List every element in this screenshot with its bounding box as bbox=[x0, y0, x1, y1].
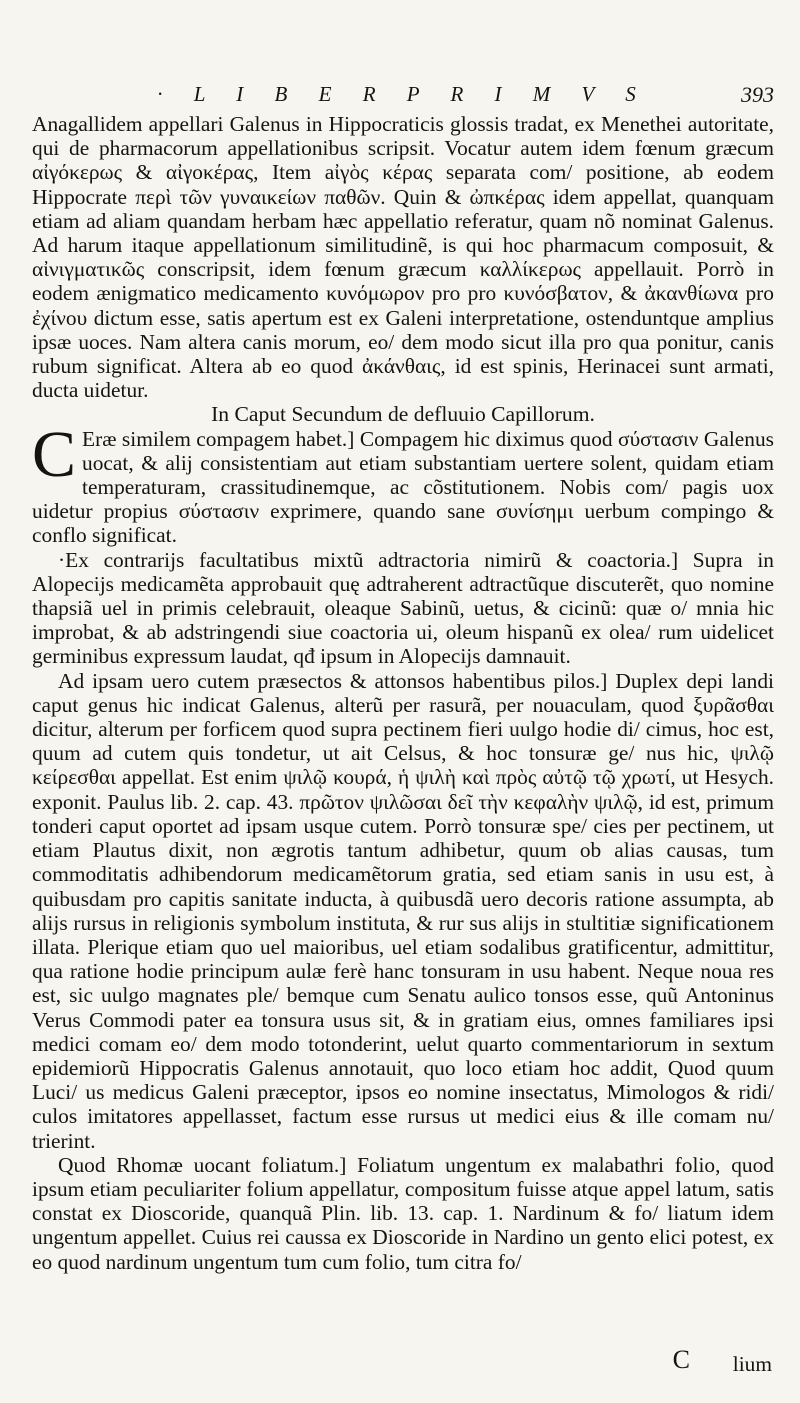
catchword: lium bbox=[732, 1352, 772, 1376]
paragraph-compagem bbox=[32, 417, 774, 548]
page-number: 393 bbox=[741, 82, 774, 107]
paragraph-foliatum: Quod Rhomæ uocant foliatum.] Foliatum ungentum ex malabathri folio, quod ipsum etiam peculiariter folium appellatur, compositum fuisse atque appel latum, satis constat ex Dioscoride, quanquã Plin. lib. 13. cap. 1. Nardinum & fo/ liatum idem ungentum appellet. Cuius rei caussa ex Dioscoride in Nardino un gento elici potest, ex eo quod nardinum ungentum tum cum folio, tum citra fo/ bbox=[32, 1152, 774, 1274]
drop-cap: C bbox=[32, 417, 77, 491]
paragraph-compagem-text: Eræ similem compagem habet.] Compagem hic diximus quod σύστασιν Galenus uocat, & alij consistentiam aut etiam substantiam uertere solent, quidam etiam temperaturam, crassitudinemque, ac cõstitutionem. Nobis com/ pagis uox uidetur propius σύστασιν exprimere, quando sane συνίσημι uerbum compingo & conflo significat. bbox=[32, 426, 774, 548]
paragraph-tonsura: Ad ipsam uero cutem præsectos & attonsos habentibus pilos.] Duplex depi landi caput genus hic indicat Galenus, alterũ per rasurã, per nouaculam, quod ξυρᾶσθαι dicitur, alterum per forficem quod supra pectinem fieri uulgo hodie di/ cimus, hoc est, quum ad cutem quis tondetur, ut ait Celsus, & hoc tonsuræ ge/ nus hic, ψιλῷ κείρεσθαι appellat. Est enim ψιλῷ κουρά, ἡ ψιλὴ καὶ πρὸς αὐτῷ τῷ χρωτί, ut Hesych. exponit. Paulus lib. 2. cap. 43. πρῶτον ψιλῶσαι δεῖ τὴν κεφαλὴν ψιλῷ, id est, primum tonderi caput oportet ad ipsam usque cutem. Porrò tonsuræ spe/ cies per pectinem, ut etiam Plautus dixit, non ægrotis tantum adhibetur, quum ob alias causas, tum commoditatis adhibendorum medicamẽtorum gratia, sed etiam sanis in usu est, à quibusdam pro capitis sanitate inducta, à quibusdã uero decoris ratione assumpta, ab alijs rursus in religionis symbolum instituta, & rur sus alijs in stultitiæ significationem illata. Plerique etiam quo uel maioribus, uel etiam sodalibus gratificentur, admittitur, qua ratione hodie principum aulæ ferè hanc tonsuram in usu habent. Neque noua res est, sic uulgo magnates ple/ bemque cum Senatu aulico tonsos esse, quũ Antoninus Verus Commodi pater ea tonsura usus sit, & in gratiam eius, omnes familiares ipsi medici comam eo/ dem modo totonderint, uelut quarto commentariorum in sextum epidemiorũ Hippocratis Galenus annotauit, quo loco etiam hoc addit, Quod quum Luci/ us medicus Galeni præceptor, ipsos eo nomine insectatus, Mimologos & ridi/ culos imitatores appellasset, factum esse rursus ut medici eius & ille comam nu/ trierint. bbox=[32, 668, 774, 1153]
paragraph-anagallis: Anagallidem appellari Galenus in Hippocraticis glossis tradat, ex Menethei autoritate, qui de pharmacorum appellationibus scripsit. Vocatur autem idem fœnum græcum αἰγόκερως & αἰγοκέρας, Item aἰγὸς κέρας separata com/ positione, ab eodem Hippocrate περὶ τῶν γυναικείων παθῶν. Quin & ὠπκέρας idem appellat, quanquam etiam ad aliam quandam herbam hæc appellatio referatur, quam nõ nominat Galenus. Ad harum itaque appellationum similitudinẽ, is qui hoc pharmacum composuit, & αἰνιγματικῶς conscripsit, idem fœnum græcum καλλίκερως appellauit. Porrò in eodem ænigmatico medicamento κυνόμωρον pro pro κυνόσβατον, & ἀκανθίωνα pro ἐχίνου dictum esse, satis apertum est ex Galeni interpretatione, ostenduntque amplius ipsæ uoces. Nam altera canis morum, eo/ dem modo sicut illa pro qua ponitur, canis rubum significat. Altera ab eo quod ἀκάνθαις, id est spinis, Herinacei sunt armati, ducta uidetur. bbox=[32, 112, 774, 403]
signature-mark: C bbox=[672, 1345, 690, 1374]
paragraph-contrariis: ·Ex contrarijs facultatibus mixtũ adtractoria nimirũ & coactoria.] Supra in Alopecijs medicamẽta approbauit quę adtraherent adtractũque discuterẽt, quo nomine thapsiã uel in primis celebrauit, oleaque Sabinũ, uetus, & cicinũ: quæ o/ mnia hic improbat, & ab adstringendi siue coactoria ui, oleum hispanũ ex olea/ rum uidelicet germinibus expressum laudat, qđ ipsum in Alopecijs damnauit. bbox=[32, 547, 774, 669]
running-head bbox=[32, 82, 774, 110]
running-title: · L I B E R P R I M V S bbox=[157, 82, 649, 106]
body-text bbox=[32, 112, 774, 1274]
chapter-heading: In Caput Secundum de defluuio Capillorum. bbox=[211, 402, 595, 427]
